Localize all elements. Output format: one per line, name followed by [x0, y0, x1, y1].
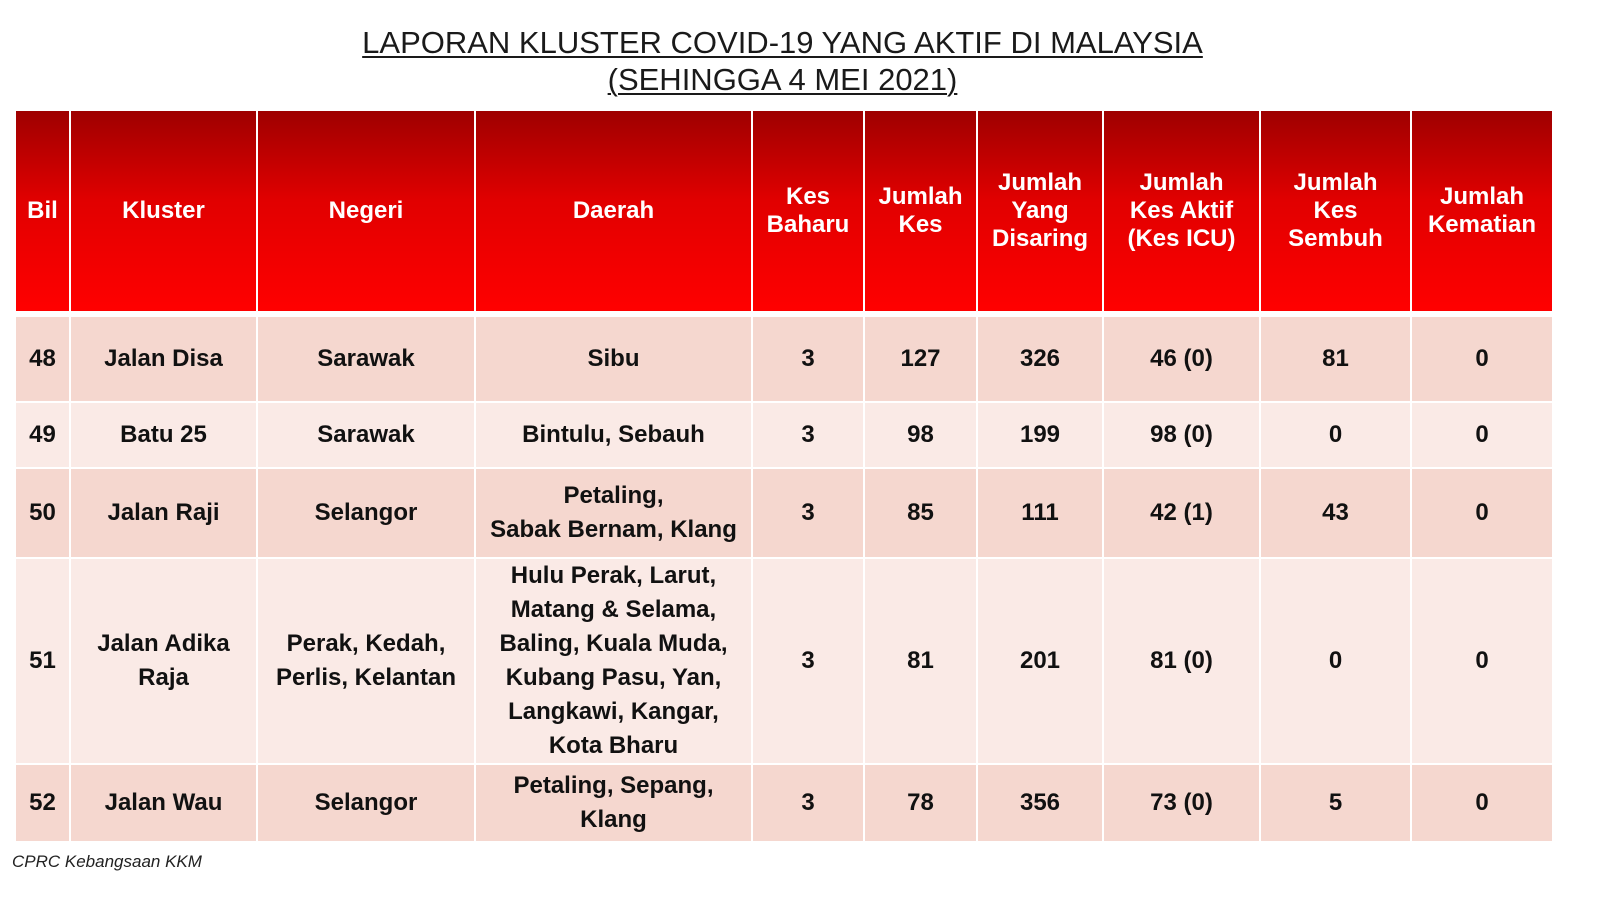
cell-negeri: Sarawak: [258, 317, 474, 401]
page-title: [0, 24, 1565, 98]
cell-kematian: 0: [1412, 765, 1552, 841]
table-header-row: [16, 111, 1552, 315]
column-header-kluster: Kluster: [71, 111, 256, 315]
cell-negeri: Selangor: [258, 469, 474, 557]
cell-negeri: Perak, Kedah, Perlis, Kelantan: [258, 559, 474, 763]
cell-daerah: Bintulu, Sebauh: [476, 403, 751, 467]
cell-bil: 49: [16, 403, 69, 467]
cluster-table: [14, 109, 1554, 843]
cell-kematian: 0: [1412, 559, 1552, 763]
cell-bil: 48: [16, 317, 69, 401]
cell-kes-aktif: 81 (0): [1104, 559, 1259, 763]
title-line-2: (SEHINGGA 4 MEI 2021): [607, 62, 958, 97]
cell-kematian: 0: [1412, 403, 1552, 467]
cell-jumlah-kes: 81: [865, 559, 976, 763]
table-row: [16, 559, 1552, 763]
cell-kes-aktif: 73 (0): [1104, 765, 1259, 841]
cell-jumlah-disaring: 111: [978, 469, 1102, 557]
cell-kes-sembuh: 0: [1261, 559, 1410, 763]
title-line-1: LAPORAN KLUSTER COVID-19 YANG AKTIF DI MALAYSIA: [362, 25, 1203, 60]
column-header-kes-aktif: Jumlah Kes Aktif (Kes ICU): [1104, 111, 1259, 315]
cell-jumlah-disaring: 201: [978, 559, 1102, 763]
cell-kluster: Jalan Disa: [71, 317, 256, 401]
cell-bil: 50: [16, 469, 69, 557]
table-row: [16, 469, 1552, 557]
table-row: [16, 317, 1552, 401]
column-header-daerah: Daerah: [476, 111, 751, 315]
column-header-jumlah-disaring: Jumlah Yang Disaring: [978, 111, 1102, 315]
cell-kes-baharu: 3: [753, 317, 863, 401]
cell-kes-baharu: 3: [753, 403, 863, 467]
cell-daerah: Petaling, Sepang, Klang: [476, 765, 751, 841]
table-row: [16, 765, 1552, 841]
cell-negeri: Selangor: [258, 765, 474, 841]
cell-jumlah-disaring: 356: [978, 765, 1102, 841]
cell-negeri: Sarawak: [258, 403, 474, 467]
column-header-kes-baharu: Kes Baharu: [753, 111, 863, 315]
source-note: CPRC Kebangsaan KKM: [12, 852, 202, 871]
cell-daerah: Hulu Perak, Larut, Matang & Selama, Baling, Kuala Muda, Kubang Pasu, Yan, Langkawi, Kangar, Kota Bharu: [476, 559, 751, 763]
cell-daerah: Petaling, Sabak Bernam, Klang: [476, 469, 751, 557]
cell-jumlah-kes: 85: [865, 469, 976, 557]
table-row: [16, 403, 1552, 467]
cell-jumlah-kes: 98: [865, 403, 976, 467]
column-header-kematian: Jumlah Kematian: [1412, 111, 1552, 315]
cell-kes-sembuh: 81: [1261, 317, 1410, 401]
cell-kluster: Jalan Raji: [71, 469, 256, 557]
cell-jumlah-disaring: 199: [978, 403, 1102, 467]
column-header-bil: Bil: [16, 111, 69, 315]
cell-kes-aktif: 42 (1): [1104, 469, 1259, 557]
cell-kes-baharu: 3: [753, 559, 863, 763]
cell-kes-sembuh: 5: [1261, 765, 1410, 841]
cell-kluster: Jalan Wau: [71, 765, 256, 841]
column-header-jumlah-kes: Jumlah Kes: [865, 111, 976, 315]
cell-bil: 51: [16, 559, 69, 763]
cell-kematian: 0: [1412, 469, 1552, 557]
column-header-kes-sembuh: Jumlah Kes Sembuh: [1261, 111, 1410, 315]
cell-kes-sembuh: 43: [1261, 469, 1410, 557]
cell-kes-baharu: 3: [753, 469, 863, 557]
cell-kluster: Jalan Adika Raja: [71, 559, 256, 763]
cell-kes-sembuh: 0: [1261, 403, 1410, 467]
cell-bil: 52: [16, 765, 69, 841]
cell-kluster: Batu 25: [71, 403, 256, 467]
cell-jumlah-kes: 78: [865, 765, 976, 841]
cell-jumlah-disaring: 326: [978, 317, 1102, 401]
cell-daerah: Sibu: [476, 317, 751, 401]
cell-kes-baharu: 3: [753, 765, 863, 841]
cell-kematian: 0: [1412, 317, 1552, 401]
cell-jumlah-kes: 127: [865, 317, 976, 401]
cell-kes-aktif: 46 (0): [1104, 317, 1259, 401]
column-header-negeri: Negeri: [258, 111, 474, 315]
cell-kes-aktif: 98 (0): [1104, 403, 1259, 467]
